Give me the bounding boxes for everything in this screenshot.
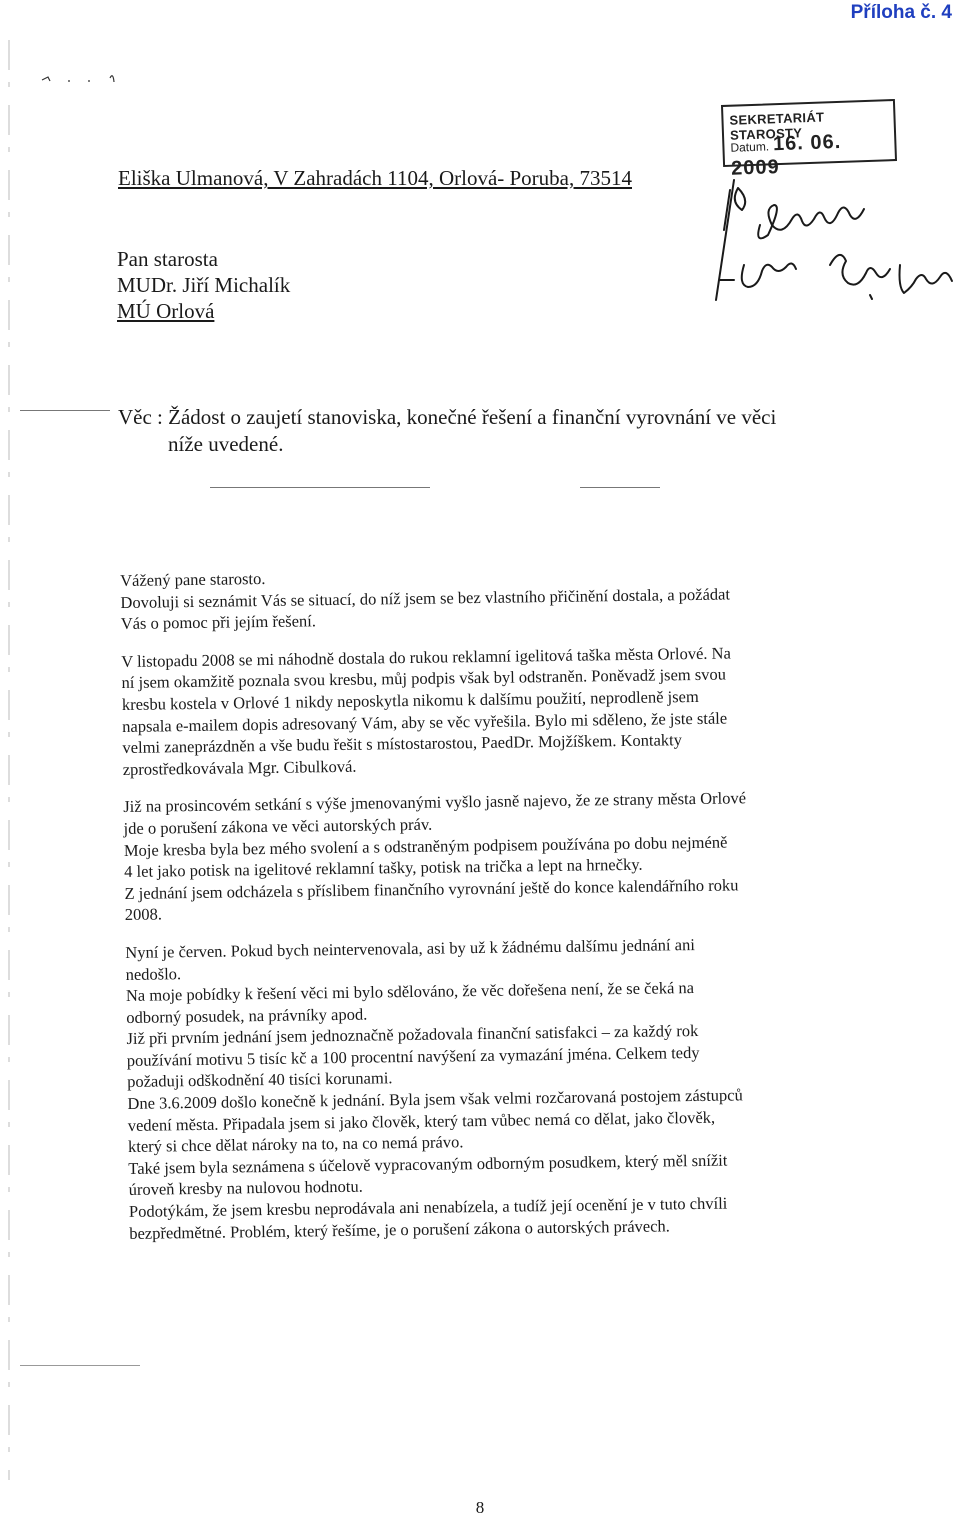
letter-subject	[118, 404, 848, 458]
letter-body	[120, 560, 859, 1244]
text-line: požaduji odškodnění 40 tisíci korunami.	[127, 1068, 393, 1092]
text-line: zprostředkovávala Mgr. Cibulková.	[122, 756, 357, 779]
recipient-title: Pan starosta	[117, 247, 218, 271]
greeting: Vážený pane starosto.	[120, 568, 266, 590]
text-line: odborný posudek, na právníky apod.	[126, 1004, 368, 1027]
text-line: velmi zaneprázdněn a vše budu řešit s místostarostou, PaedDr. Mojžíškem. Kontakty	[122, 730, 683, 758]
text-line: Dovoluji si seznámit Vás se situací, do níž jsem se bez vlastního přičinění dostala, a požádat	[120, 584, 731, 612]
recipient-address	[117, 246, 290, 324]
scan-margin-line	[8, 40, 10, 1480]
scan-marks	[40, 70, 120, 90]
text-line: 4 let jako potisk na igelitové reklamní tašky, potisk na trička a lept na hrnečky.	[124, 854, 643, 882]
text-line: vedení města. Připadala jsem si jako člověk, který tam vůbec nemá co dělat, jako člověk,	[127, 1107, 716, 1135]
subject-line-1: Věc : Žádost o zaujetí stanoviska, konečné řešení a finanční vyrovnání ve věci	[118, 405, 777, 429]
subject-divider-1	[210, 487, 430, 488]
text-line: Vás o pomoc při jejím řešení.	[120, 611, 317, 634]
paragraph-2	[121, 641, 853, 781]
stamp-date-value: 16. 06. 2009	[730, 130, 842, 180]
text-line: který si chce dělat nároky na to, na co nemá právo.	[127, 1132, 464, 1157]
text-line: ní jsem okamžitě poznala svou kresbu, můj podpis však byl odstraněn. Poněvadž jsem svou	[121, 664, 727, 693]
stamp-date-label: Datum.	[730, 139, 770, 155]
text-line: nedošlo.	[125, 963, 182, 984]
footer-divider	[20, 1365, 140, 1366]
text-line: V listopadu 2008 se mi náhodně dostala do rukou reklamní igelitová taška města Orlové. Na	[121, 643, 731, 671]
text-line: Moje kresba byla bez mého svolení a s odstraněným podpisem používána po dobu nejméně	[123, 832, 728, 860]
text-line: Nyní je červen. Pokud bych neintervenovala, asi by už k žádnému dalšímu jednání ani	[125, 934, 695, 962]
recipient-name: MUDr. Jiří Michalík	[117, 273, 291, 297]
secretariat-stamp	[721, 99, 897, 180]
text-line: kresbu kostela v Orlové 1 nikdy neposkytla nikomu k dalšímu použití, neprodleně jsem	[121, 686, 699, 714]
text-line: Na moje pobídky k řešení věci mi bylo sdělováno, že věc dořešena není, že se čeká na	[125, 978, 695, 1006]
text-line: Již při prvním jednání jsem jednoznačně požadovala finanční satisfakci – za každý rok	[126, 1021, 699, 1049]
subject-divider-2	[580, 487, 660, 488]
recipient-office: MÚ Orlová	[117, 299, 215, 323]
text-line: jde o porušení zákona ve věci autorských práv.	[123, 814, 433, 838]
text-line: Z jednání jsem odcházela s příslibem finančního vyrovnání ještě do konce kalendářního roku	[124, 875, 739, 903]
stamp-title: SEKRETARIÁT STAROSTY	[729, 109, 825, 143]
text-line: Již na prosincovém setkání s výše jmenovanými vyšlo jasně najevo, že ze strany města Orlové	[123, 788, 747, 817]
text-line: úroveň kresby na nulovou hodnotu.	[128, 1177, 363, 1200]
text-line: používání motivu 5 tisíc kč a 100 procentní navýšení za vymazání jména. Celkem tedy	[126, 1042, 700, 1070]
handwritten-signature	[700, 170, 960, 310]
page-number: 8	[475, 1498, 485, 1517]
paragraph-4	[125, 932, 859, 1244]
subject-divider-top	[20, 410, 110, 411]
text-line: bezpředmětné. Problém, který řešíme, je o porušení zákona o autorských právech.	[129, 1216, 670, 1243]
attachment-label: Příloha č. 4	[850, 2, 952, 23]
paragraph-3	[123, 786, 855, 926]
text-line: Podotýkám, že jsem kresbu neprodávala ani nenabízela, a tudíž její ocenění je v tuto chvíli	[128, 1193, 728, 1221]
sender-address: Eliška Ulmanová, V Zahradách 1104, Orlová- Poruba, 73514	[118, 166, 632, 190]
text-line: Také jsem byla seznámena s účelově vypracovaným odborným posudkem, který měl snížit	[128, 1150, 728, 1178]
text-line: Dne 3.6.2009 došlo konečně k jednání. Byla jsem však velmi rozčarovaná postojem zástupců	[127, 1085, 743, 1114]
subject-line-2: níže uvedené.	[168, 432, 284, 456]
text-line: 2008.	[124, 904, 163, 925]
text-line: napsala e-mailem dopis adresovaný Vám, aby se věc vyřešila. Bylo mi sděleno, že jste stále	[122, 708, 728, 736]
